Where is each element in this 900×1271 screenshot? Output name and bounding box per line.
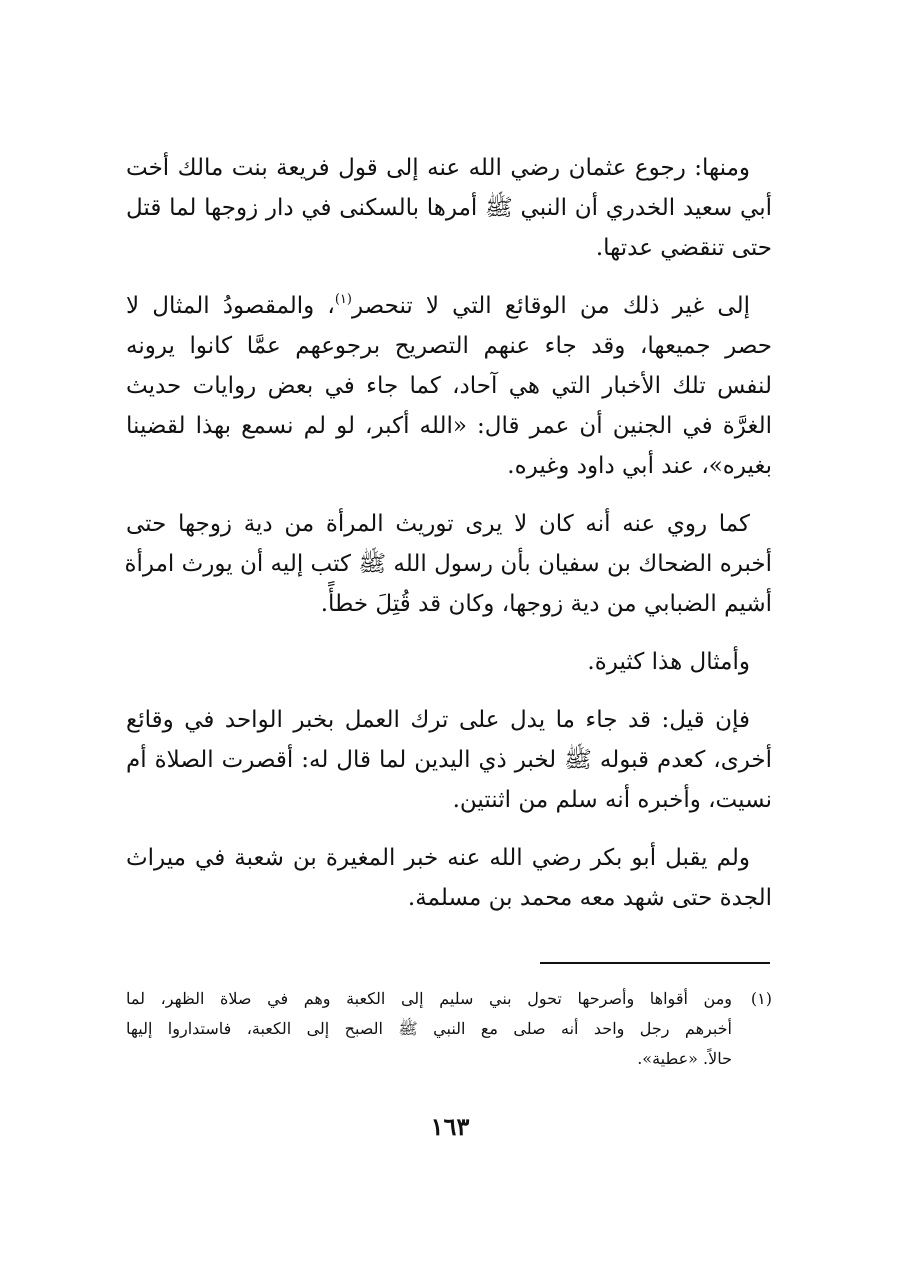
paragraph-4: [126, 642, 772, 682]
text-line: أخبره الضحاك بن سفيان بأن رسول الله ﷺ كتب إليه أن يورث امرأة: [124, 551, 772, 577]
text-line: كما روي عنه أنه كان لا يرى توريث المرأة من دية زوجها حتى: [126, 511, 750, 537]
text-line: أخرى، كعدم قبوله ﷺ لخبر ذي اليدين لما قال له: أقصرت الصلاة أم: [126, 747, 772, 773]
text-line: أبي سعيد الخدري أن النبي ﷺ أمرها بالسكنى في دار زوجها لما قتل: [126, 195, 772, 221]
main-text: [126, 148, 772, 936]
footnote-line: ومن أقواها وأصرحها تحول بني سليم إلى الكعبة وهم في صلاة الظهر، لما: [126, 989, 732, 1008]
footnote-body: [126, 984, 732, 1074]
footnote-line: أخبرهم رجل واحد أنه صلى مع النبي ﷺ الصبح إلى الكعبة، فاستداروا إليها: [126, 1019, 732, 1038]
text-fragment: ، والمقصودُ المثال لا: [126, 293, 335, 319]
page-number: ١٦٣: [430, 1112, 470, 1141]
text-line: حصر جميعها، وقد جاء عنهم التصريح برجوعهم عمَّا كانوا يرونه: [126, 333, 772, 359]
footnote-divider: [540, 962, 770, 964]
footnote-number: (١): [750, 989, 772, 1008]
text-fragment: إلى غير ذلك من الوقائع التي لا تنحصر: [351, 293, 750, 319]
text-line: فإن قيل: قد جاء ما يدل على ترك العمل بخبر الواحد في وقائع: [126, 707, 750, 733]
paragraph-2: [126, 286, 772, 486]
footnote-line: حالاً. «عطية».: [637, 1049, 732, 1068]
text-line: أشيم الضبابي من دية زوجها، وكان قد قُتِلَ خطأً.: [320, 591, 772, 617]
paragraph-5: [126, 700, 772, 820]
text-line: ومنها: رجوع عثمان رضي الله عنه إلى قول فريعة بنت مالك أخت: [126, 155, 750, 181]
text-line: الجدة حتى شهد معه محمد بن مسلمة.: [407, 885, 772, 911]
paragraph-3: [126, 504, 772, 624]
footnote: [126, 984, 772, 1074]
text-line: الغرَّة في الجنين أن عمر قال: «الله أكبر، لو لم نسمع بهذا لقضينا: [126, 413, 772, 439]
paragraph-1: [126, 148, 772, 268]
text-line: وأمثال هذا كثيرة.: [587, 649, 750, 675]
text-line: حتى تنقضي عدتها.: [595, 235, 772, 261]
text-line: ولم يقبل أبو بكر رضي الله عنه خبر المغيرة بن شعبة في ميراث: [126, 845, 750, 871]
text-line: نسيت، وأخبره أنه سلم من اثنتين.: [452, 787, 772, 813]
paragraph-6: [126, 838, 772, 918]
text-line: لنفس تلك الأخبار التي هي آحاد، كما جاء في بعض روايات حديث: [126, 373, 772, 399]
text-line: [126, 286, 772, 326]
footnote-reference[interactable]: (١): [334, 292, 352, 307]
text-line: بغيره»، عند أبي داود وغيره.: [507, 453, 772, 479]
